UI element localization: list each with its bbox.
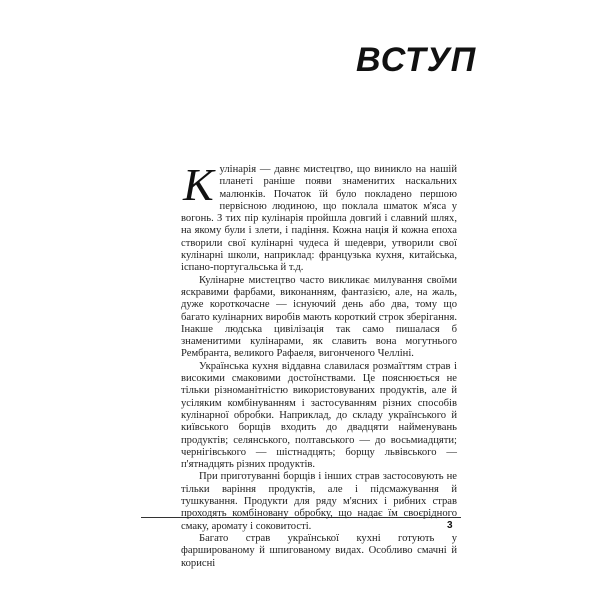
paragraph-2: Кулінарне мистецтво часто викликає милування своїми яскравими фарбами, виконанням, фантазією, але, на жаль, дуже короткочасне — існуючий день або два, тому що багато кулінарних виробів мають короткий строк зберігання. Інакше людська цивілізація так само пишалася б знаменитими кулінарами, як славить вона могутнього Рембранта, великого Рафаеля, вигонченого Челліні. xyxy=(181,274,457,360)
footer-rule xyxy=(141,517,461,518)
paragraph-4: При приготуванні борщів і інших страв застосовують не тільки варіння продуктів, але і підсмажування й тушкування. Продукти для ряду м'ясних і рибних страв проходять комбіновану обробку, що надає їм своєрідного смаку, аромату і соковитості. xyxy=(181,471,457,532)
body-text xyxy=(181,159,457,570)
paragraph-1 xyxy=(181,159,457,275)
paragraph-5: Багато страв української кухні готують у фаршированому й шпигованому видах. Особливо смачні й корисні xyxy=(181,532,457,569)
chapter-title: ВСТУП xyxy=(356,41,477,79)
page-number: 3 xyxy=(447,520,453,531)
paragraph-1-text: улінарія — давнє мистецтво, що виникло на нашій планеті раніше появи знаменитих наскальних малюнків. Початок їй було покладено першою первісною людиною, що поклала шматок м'яса у вогонь. З тих пір кулінарія пройшла довгий і славний шлях, на якому були і злети, і падіння. Кожна нація й кожна епоха створили свої кулінарні чудеса й шедеври, утворили свої кулінарні школи, наприклад: французька кухня, китайська, іспано-португальська й т.д. xyxy=(181,164,457,274)
paragraph-3: Українська кухня віддавна славилася розмаїттям страв і високими смаковими достоїнствами. Це пояснюється не тільки різноманітністю використовуваних продуктів, але й усіляким комбінуванням і застосуванням різних способів кулінарної обробки. Наприклад, до складу українського й київського борщів входить до двадцяти найменувань продуктів; селянського, полтавського — до восьмиадцяти; чернігівського — шістнадцять; борщу львівського — п'ятнадцять різних продуктів. xyxy=(181,360,457,471)
drop-cap: К xyxy=(183,159,214,210)
